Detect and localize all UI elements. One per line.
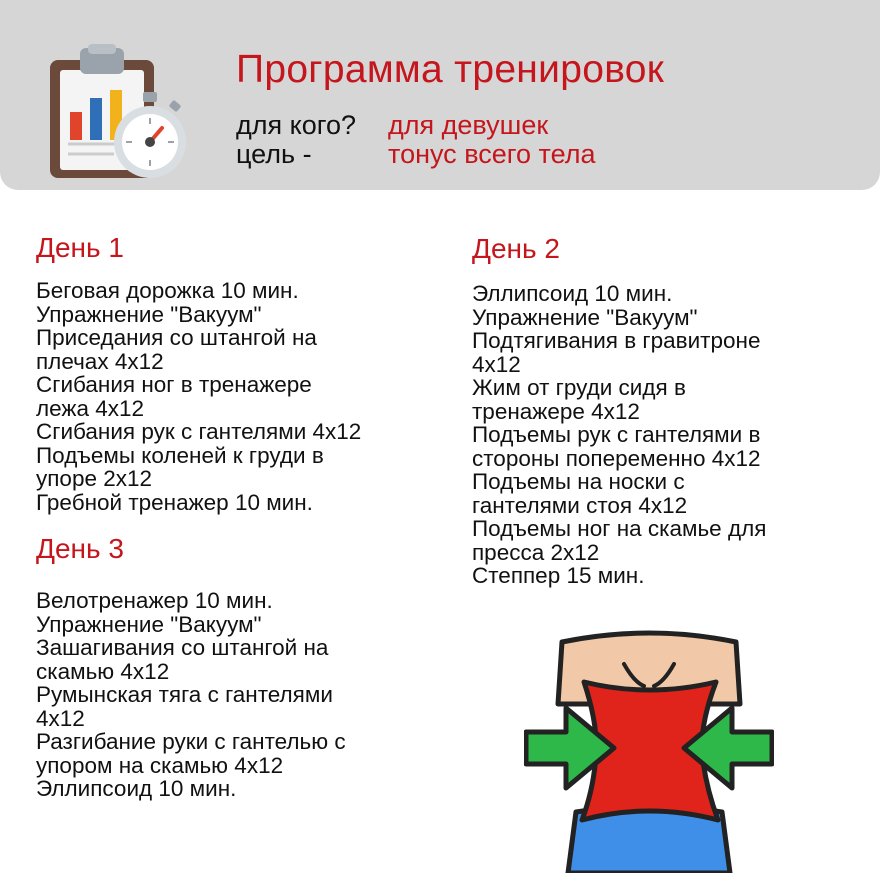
day-2-title: День 2	[472, 233, 560, 264]
exercise-line: скамью 4х12	[36, 658, 170, 684]
exercise-line: Подъемы коленей к груди в	[36, 442, 324, 468]
exercise-line: тренажере 4х12	[472, 398, 640, 424]
day-3-title: День 3	[36, 533, 124, 564]
exercise-line: Подъемы на носки с	[472, 469, 685, 494]
day-1-exercise-list	[36, 279, 436, 514]
day-1-title: День 1	[36, 232, 124, 263]
exercise-line: Беговая дорожка 10 мин.	[36, 278, 299, 303]
exercise-line: Румынская тяга с гантелями	[36, 682, 333, 707]
day-3-exercise-list	[36, 589, 436, 801]
exercise-line: плечах 4х12	[36, 348, 164, 374]
exercise-line: Жим от груди сидя в	[472, 375, 686, 400]
exercise-line: Подъемы ног на скамье для	[472, 516, 767, 541]
exercise-line: Подъемы рук с гантелями в	[472, 422, 761, 447]
goal-label: цель -	[236, 139, 312, 169]
exercise-line: Упражнение "Вакуум"	[472, 304, 698, 330]
exercise-line: упором на скамью 4х12	[36, 752, 284, 778]
exercise-line: 4х12	[472, 351, 521, 377]
exercise-line: Сгибания рук с гантелями 4х12	[36, 419, 362, 444]
audience-value: для девушек	[388, 110, 549, 140]
exercise-line: стороны попеременно 4х12	[472, 445, 761, 471]
day-2-exercise-list	[472, 282, 872, 588]
exercise-line: пресса 2х12	[472, 539, 600, 565]
page-title: Программа тренировок	[236, 48, 665, 91]
exercise-line: гантелями стоя 4х12	[472, 492, 688, 518]
exercise-line: Упражнение "Вакуум"	[36, 611, 262, 637]
exercise-line: Приседания со штангой на	[36, 325, 317, 350]
exercise-line: Упражнение "Вакуум"	[36, 301, 262, 327]
clipboard-stopwatch-icon	[44, 40, 194, 190]
exercise-line: Подтягивания в гравитроне	[472, 328, 761, 353]
exercise-line: 4х12	[36, 705, 85, 731]
exercise-line: Разгибание руки с гантелью с	[36, 729, 346, 754]
exercise-line: упоре 2х12	[36, 466, 153, 491]
exercise-line: Степпер 15 мин.	[472, 563, 645, 588]
exercise-line: Зашагивания со штангой на	[36, 635, 329, 660]
exercise-line: Эллипсоид 10 мин.	[472, 281, 673, 306]
waist-squeeze-icon	[524, 624, 774, 873]
goal-value: тонус всего тела	[388, 139, 596, 169]
exercise-line: лежа 4х12	[36, 395, 144, 421]
audience-label: для кого?	[236, 110, 357, 140]
header-banner	[0, 0, 880, 190]
exercise-line: Эллипсоид 10 мин.	[36, 776, 237, 801]
exercise-line: Сгибания ног в тренажере	[36, 372, 312, 397]
exercise-line: Гребной тренажер 10 мин.	[36, 489, 313, 515]
exercise-line: Велотренажер 10 мин.	[36, 588, 273, 613]
